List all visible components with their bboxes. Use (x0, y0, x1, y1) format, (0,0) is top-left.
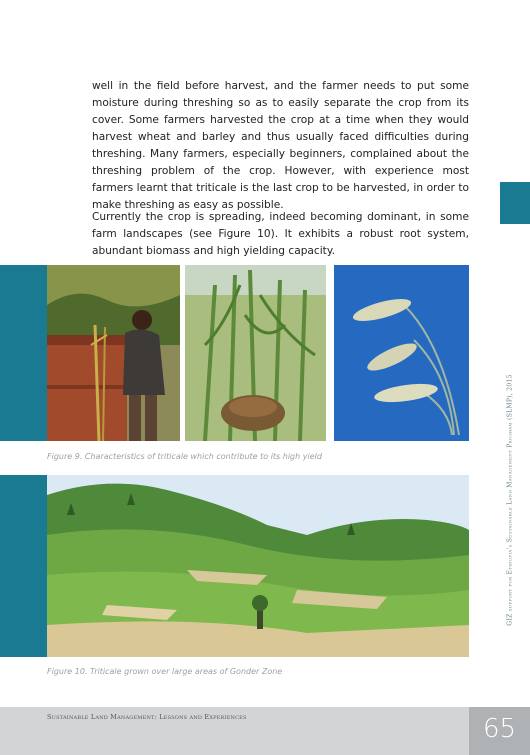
footer-title: Sustainable Land Management: Lessons and Experiences (47, 713, 247, 721)
accent-band-figure-9 (0, 265, 47, 441)
photo-triticale-spikes (334, 265, 469, 441)
side-credit-text: GIZ support for Ethiopia's Sustainable Land Management Program (SLMP), 2015 (506, 374, 514, 626)
figure-10-caption: Figure 10. Triticale grown over large areas of Gonder Zone (47, 667, 283, 676)
photo-farmer-with-triticale (47, 265, 180, 441)
page-number: 65 (482, 714, 517, 744)
figure-9-caption: Figure 9. Characteristics of triticale which contribute to its high yield (47, 452, 322, 461)
accent-band-figure-10 (0, 475, 47, 657)
side-accent-tab (500, 182, 530, 224)
photo-triticale-plant-roots (185, 265, 326, 441)
photo-gonder-landscape (47, 475, 469, 657)
body-paragraph-2: Currently the crop is spreading, indeed becoming dominant, in some farm landscapes (see Figure 10). It exhibits a robust root system, abundant biomass and high yielding capacity. (92, 211, 469, 257)
body-paragraph-1: well in the field before harvest, and the farmer needs to put some moisture during threshing so as to easily separate the crop from its cover. Some farmers harvested the crop at a time when they would harvest wheat and barley and thus usually faced difficulties during threshing. Many farmers, especially beginners, complained about the threshing problem of the crop. However, with experience most farmers learnt that triticale is the last crop to be harvested, in order to make threshing as easy as possible. (92, 80, 469, 211)
